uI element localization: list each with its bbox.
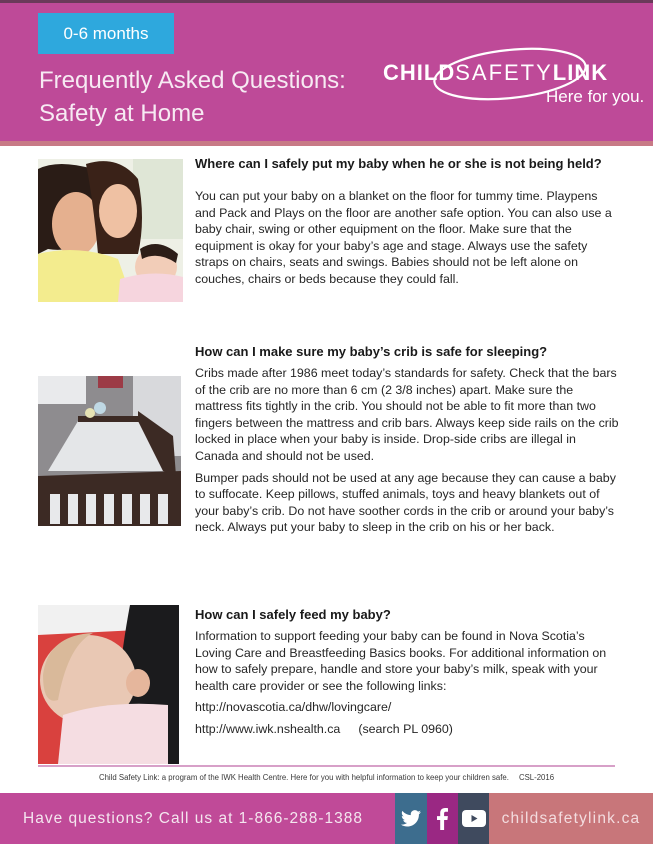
faq-answer: You can put your baby on a blanket on the floor for tummy time. Playpens and Pack and Plays on the floor are another safe option. You can also use a baby chair, swing or other equipment on the floor. Make sure that the equipment is okay for your baby’s age and stage. Always use the safety straps on chairs, seats and swings. Babies should not be left alone on couches, chairs or beds because they could fall. [195, 189, 612, 286]
iwk-link[interactable]: http://www.iwk.nshealth.ca [195, 721, 341, 736]
breastfeeding-baby-photo [38, 605, 179, 764]
iwk-link-row [195, 721, 620, 738]
child-safety-link-logo [380, 41, 648, 111]
youtube-icon [462, 810, 486, 827]
document-code: CSL-2016 [518, 773, 555, 782]
facebook-button[interactable] [427, 793, 458, 844]
iwk-search-note: (search PL 0960) [358, 721, 453, 736]
twitter-icon [401, 810, 421, 827]
page-footer [0, 793, 653, 844]
faq-answer: Cribs made after 1986 meet today’s standards for safety. Check that the bars of the crib are no more than 6 cm (2 3/8 inches) apart. Make sure the mattress fits tightly in the crib. You should not be able to fit more than two fingers between the mattress and crib bars. Always keep side rails on the crib locked in place when your baby is inside. Drop-side cribs are illegal in Canada and should not be used. [195, 366, 619, 463]
header-accent-stripe [0, 141, 653, 146]
page-title [39, 64, 346, 130]
page-title-line2: Safety at Home [39, 100, 205, 127]
footer-divider [38, 765, 615, 767]
faq-content [195, 343, 620, 536]
faq-answer: Bumper pads should not be used at any age because they can cause a baby to suffocate. Keep pillows, stuffed animals, toys and heavy blankets out of your baby’s crib. Do not have soother cords in the crib or around your baby’s neck. Always put your baby to sleep in the crib on his or her back. [195, 470, 616, 535]
logo-tagline: Here for you. [546, 87, 645, 106]
twitter-button[interactable] [395, 793, 427, 844]
logo-wordmark [383, 60, 608, 86]
youtube-button[interactable] [458, 793, 489, 844]
logo-safety: SAFETY [455, 60, 553, 85]
logo-child: CHILD [383, 60, 456, 85]
page-title-line1: Frequently Asked Questions: [39, 67, 346, 94]
parents-holding-baby-photo [38, 159, 183, 302]
faq-question: How can I make sure my baby’s crib is safe for sleeping? [195, 344, 548, 359]
facebook-icon [437, 808, 448, 830]
faq-content [195, 606, 620, 738]
website-link[interactable]: childsafetylink.ca [489, 793, 653, 844]
faq-question: How can I safely feed my baby? [195, 607, 391, 622]
faq-question: Where can I safely put my baby when he or she is not being held? [195, 156, 602, 171]
program-credit [0, 773, 653, 782]
lovingcare-link[interactable]: http://novascotia.ca/dhw/lovingcare/ [195, 700, 392, 715]
logo-link: LINK [552, 60, 609, 85]
age-range-badge: 0-6 months [38, 13, 174, 54]
crib-photo [38, 376, 181, 526]
call-us-text: Have questions? Call us at 1-866-288-1388 [23, 809, 363, 827]
faq-answer: Information to support feeding your baby can be found in Nova Scotia’s Loving Care and Breastfeeding Basics books. For additional information on how to safely prepare, handle and store your baby’s milk, speak with your health care provider or see the following links: [195, 629, 607, 693]
credit-text: Child Safety Link: a program of the IWK Health Centre. Here for you with helpful information to keep your children safe. [98, 773, 509, 782]
faq-content [195, 155, 620, 288]
page-header [0, 0, 653, 141]
